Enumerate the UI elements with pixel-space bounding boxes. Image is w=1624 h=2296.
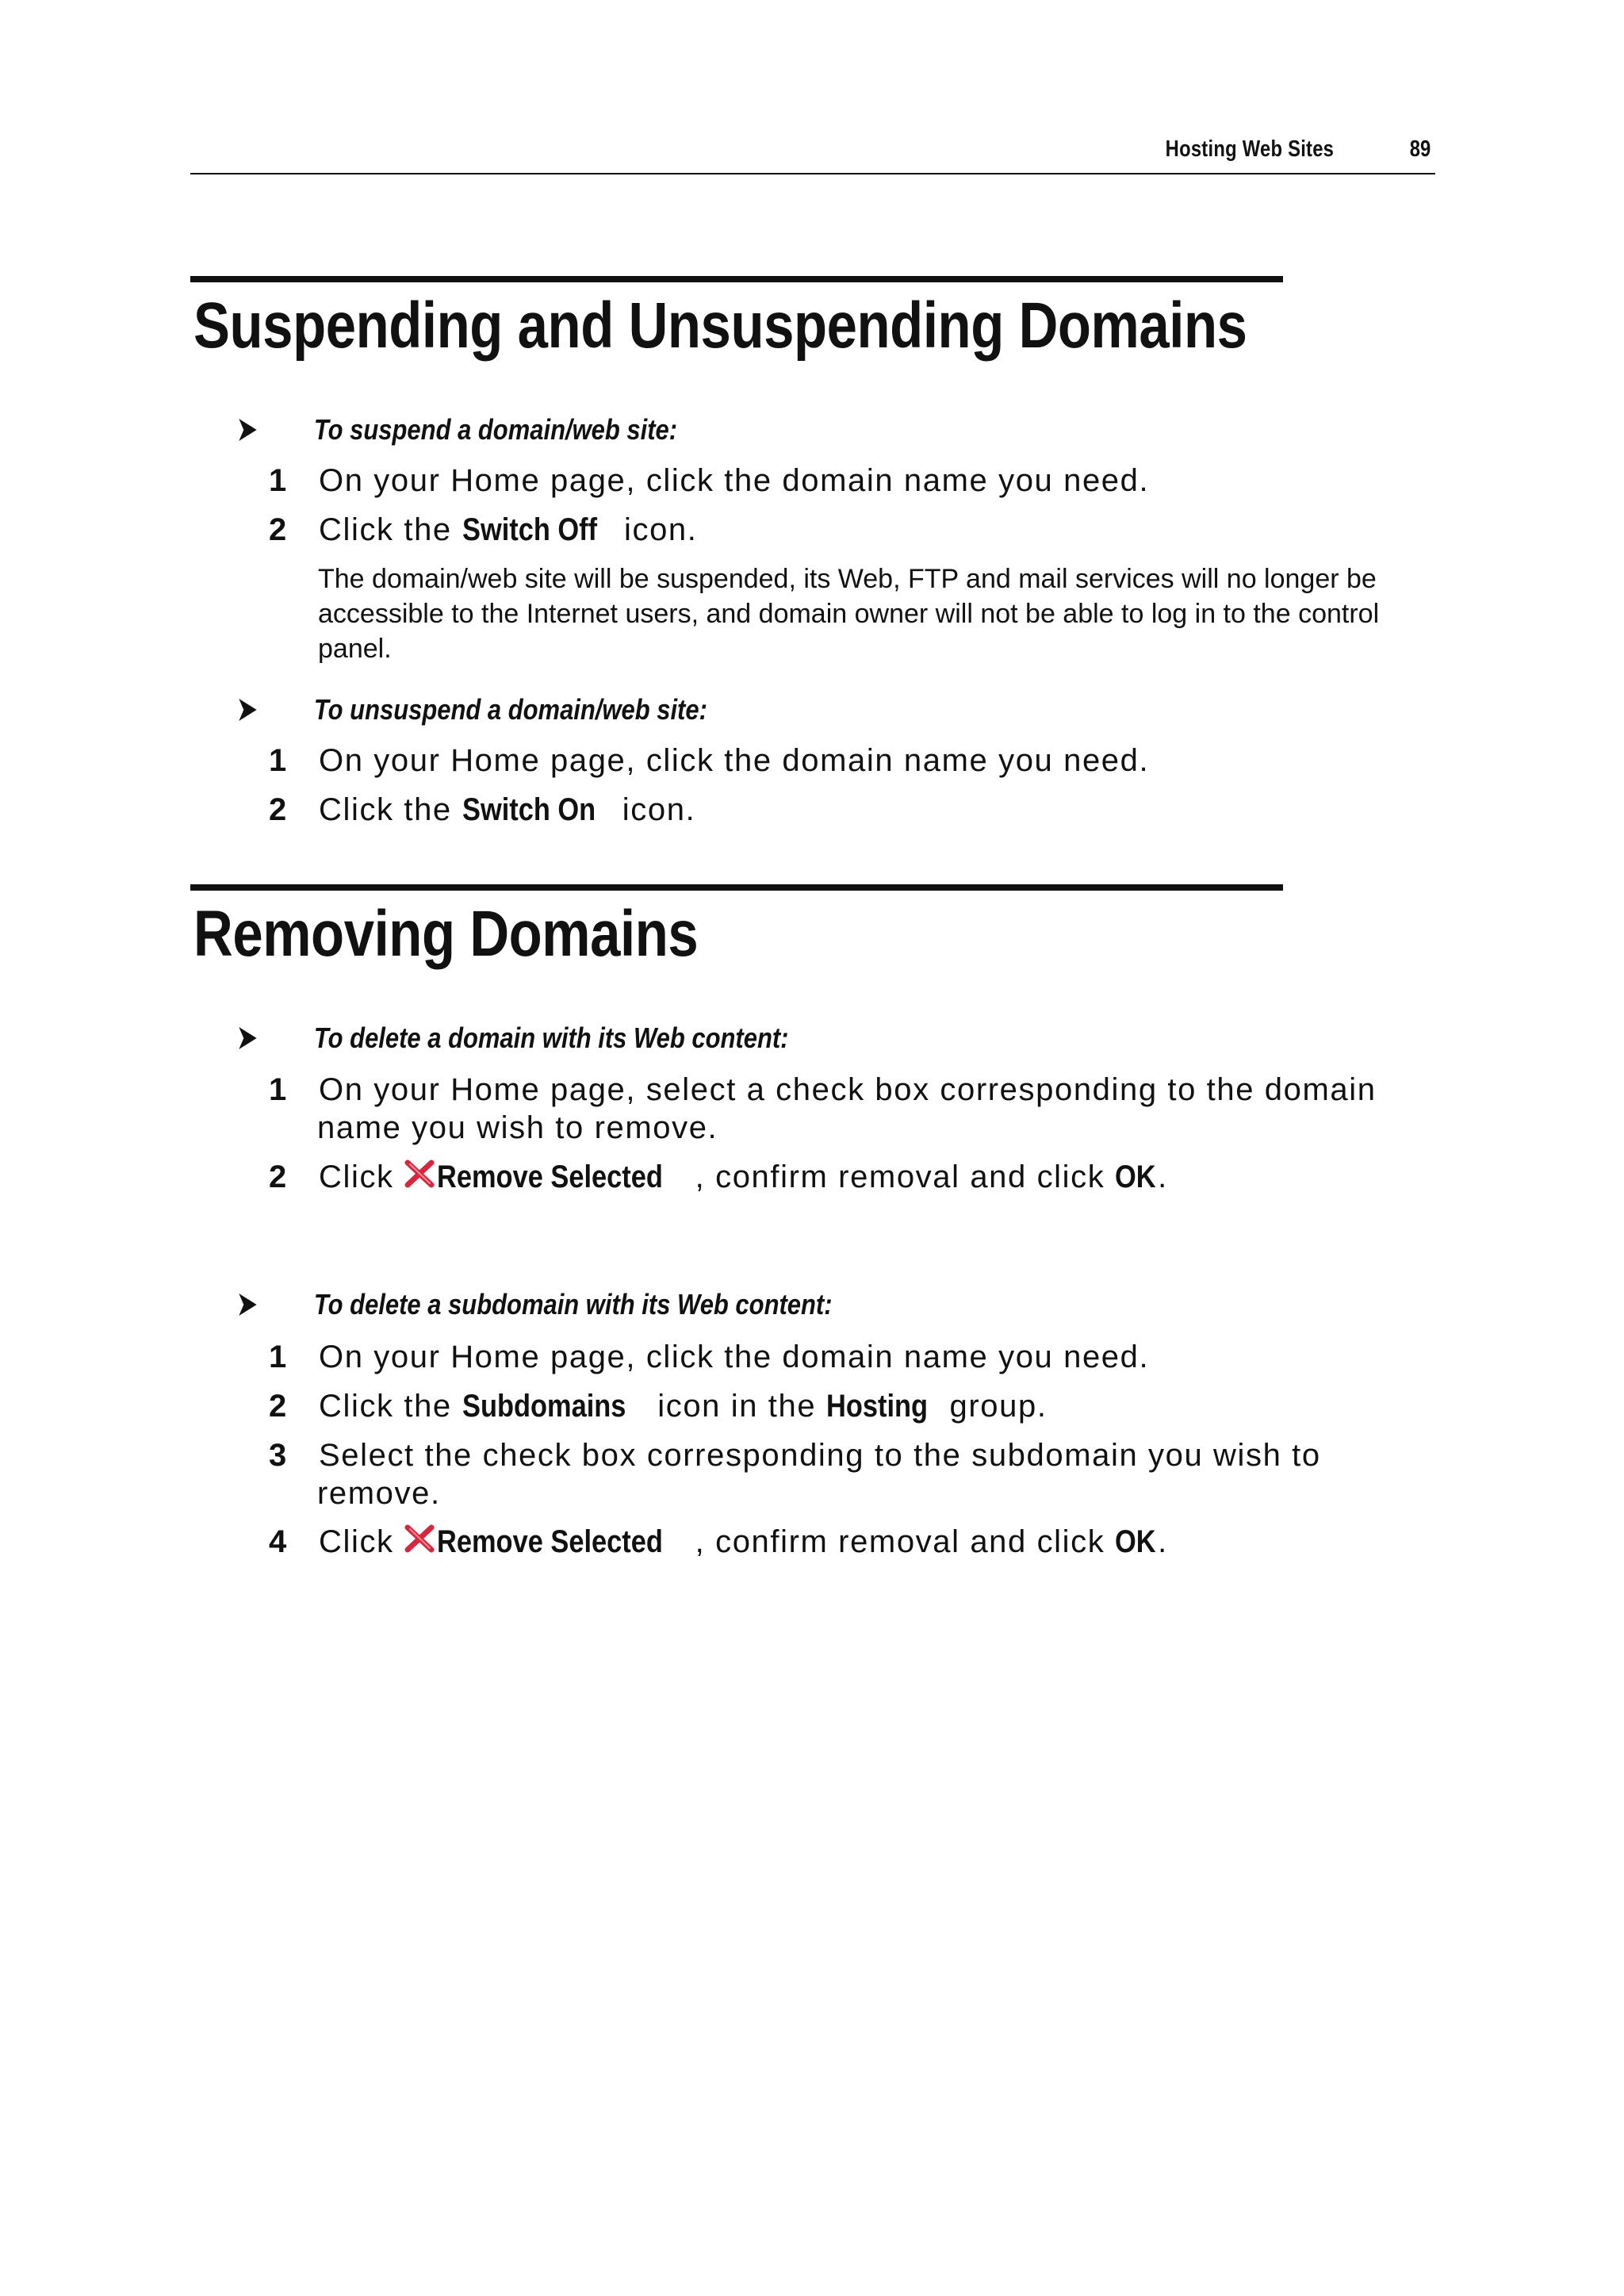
step-text-pre: Click the [319,512,452,547]
step-number: 4 [269,1524,287,1559]
section-rule [190,884,1283,891]
step-note: The domain/web site will be suspended, its Web, FTP and mail services will no longer be accessible to the Internet users, and domain owner will not be able to log in to the control panel. [318,564,1380,664]
step-text: On your Home page, click the domain name you need. [319,1340,1150,1374]
step-number: 2 [269,1389,287,1424]
ui-label-ok: OK [1115,1159,1156,1194]
step-text-end: . [1158,1524,1168,1559]
step-text [319,1523,1421,1561]
step-text [319,511,1421,549]
step-text-line2: name you wish to remove. [317,1110,718,1145]
step-text-line1: On your Home page, select a check box corresponding to the domain [319,1072,1377,1107]
ui-label-subdomains: Subdomains [462,1389,626,1424]
step-number: 2 [269,512,287,547]
arrowhead-bullet-icon [238,1025,259,1052]
ui-label-remove-selected: Remove Selected [437,1159,664,1194]
procedure-title-delete-subdomain [270,1290,833,1319]
ui-label-hosting: Hosting [825,1389,928,1424]
step-number: 1 [269,463,287,498]
step-text [319,791,1421,829]
procedure-title-text: To delete a domain with its Web content: [313,1022,789,1054]
ui-label-ok: OK [1115,1524,1156,1559]
step-text-post: icon. [622,792,696,827]
red-x-remove-icon [404,1159,435,1189]
step-number: 2 [269,792,287,827]
section-rule [190,276,1283,282]
step-text [319,1158,1421,1196]
step-text-pre: Click [319,1159,394,1194]
step-text-post: icon. [624,512,698,547]
procedure-title-suspend [270,413,678,446]
step-text [319,1071,1421,1147]
step-text: On your Home page, click the domain name you need. [319,743,1150,778]
step-text-mid: , confirm removal and click [695,1524,1105,1559]
step-text-line1: Select the check box corresponding to the subdomain you wish to [319,1438,1321,1473]
step-text-mid: icon in the [657,1389,817,1424]
step-text: On your Home page, click the domain name you need. [319,463,1150,498]
step-text [319,1387,1421,1425]
ui-label-switch-on: Switch On [462,792,596,827]
step-number: 3 [269,1438,287,1473]
procedure-title-delete-domain [270,1024,789,1052]
step-number: 1 [269,1072,287,1107]
step-number: 2 [269,1159,287,1194]
procedure-title-text: To delete a subdomain with its Web content: [313,1288,833,1320]
step-text-line2: remove. [317,1476,441,1511]
step-number: 1 [269,1340,287,1374]
step-text-mid: , confirm removal and click [695,1159,1105,1194]
page-number: 89 [1409,136,1431,162]
section-heading-removing: Removing Domains [193,898,699,970]
ui-label-remove-selected: Remove Selected [437,1524,664,1559]
step-number: 1 [269,743,287,778]
procedure-title-text: To unsuspend a domain/web site: [313,693,707,726]
step-text-pre: Click the [319,792,452,827]
step-text [319,1436,1421,1512]
arrowhead-bullet-icon [238,417,259,444]
red-x-remove-icon [404,1524,435,1554]
running-header-title: Hosting Web Sites [1165,136,1334,162]
procedure-title-text: To suspend a domain/web site: [313,413,678,446]
step-text-pre: Click the [319,1389,452,1424]
running-header [190,133,1435,174]
arrowhead-bullet-icon [238,697,259,724]
step-text-post: group. [949,1389,1048,1424]
step-text-pre: Click [319,1524,394,1559]
procedure-title-unsuspend [270,693,707,726]
arrowhead-bullet-icon [238,1292,259,1319]
section-heading-suspending: Suspending and Unsuspending Domains [193,289,1247,362]
step-text-end: . [1158,1159,1168,1194]
ui-label-switch-off: Switch Off [462,512,597,547]
